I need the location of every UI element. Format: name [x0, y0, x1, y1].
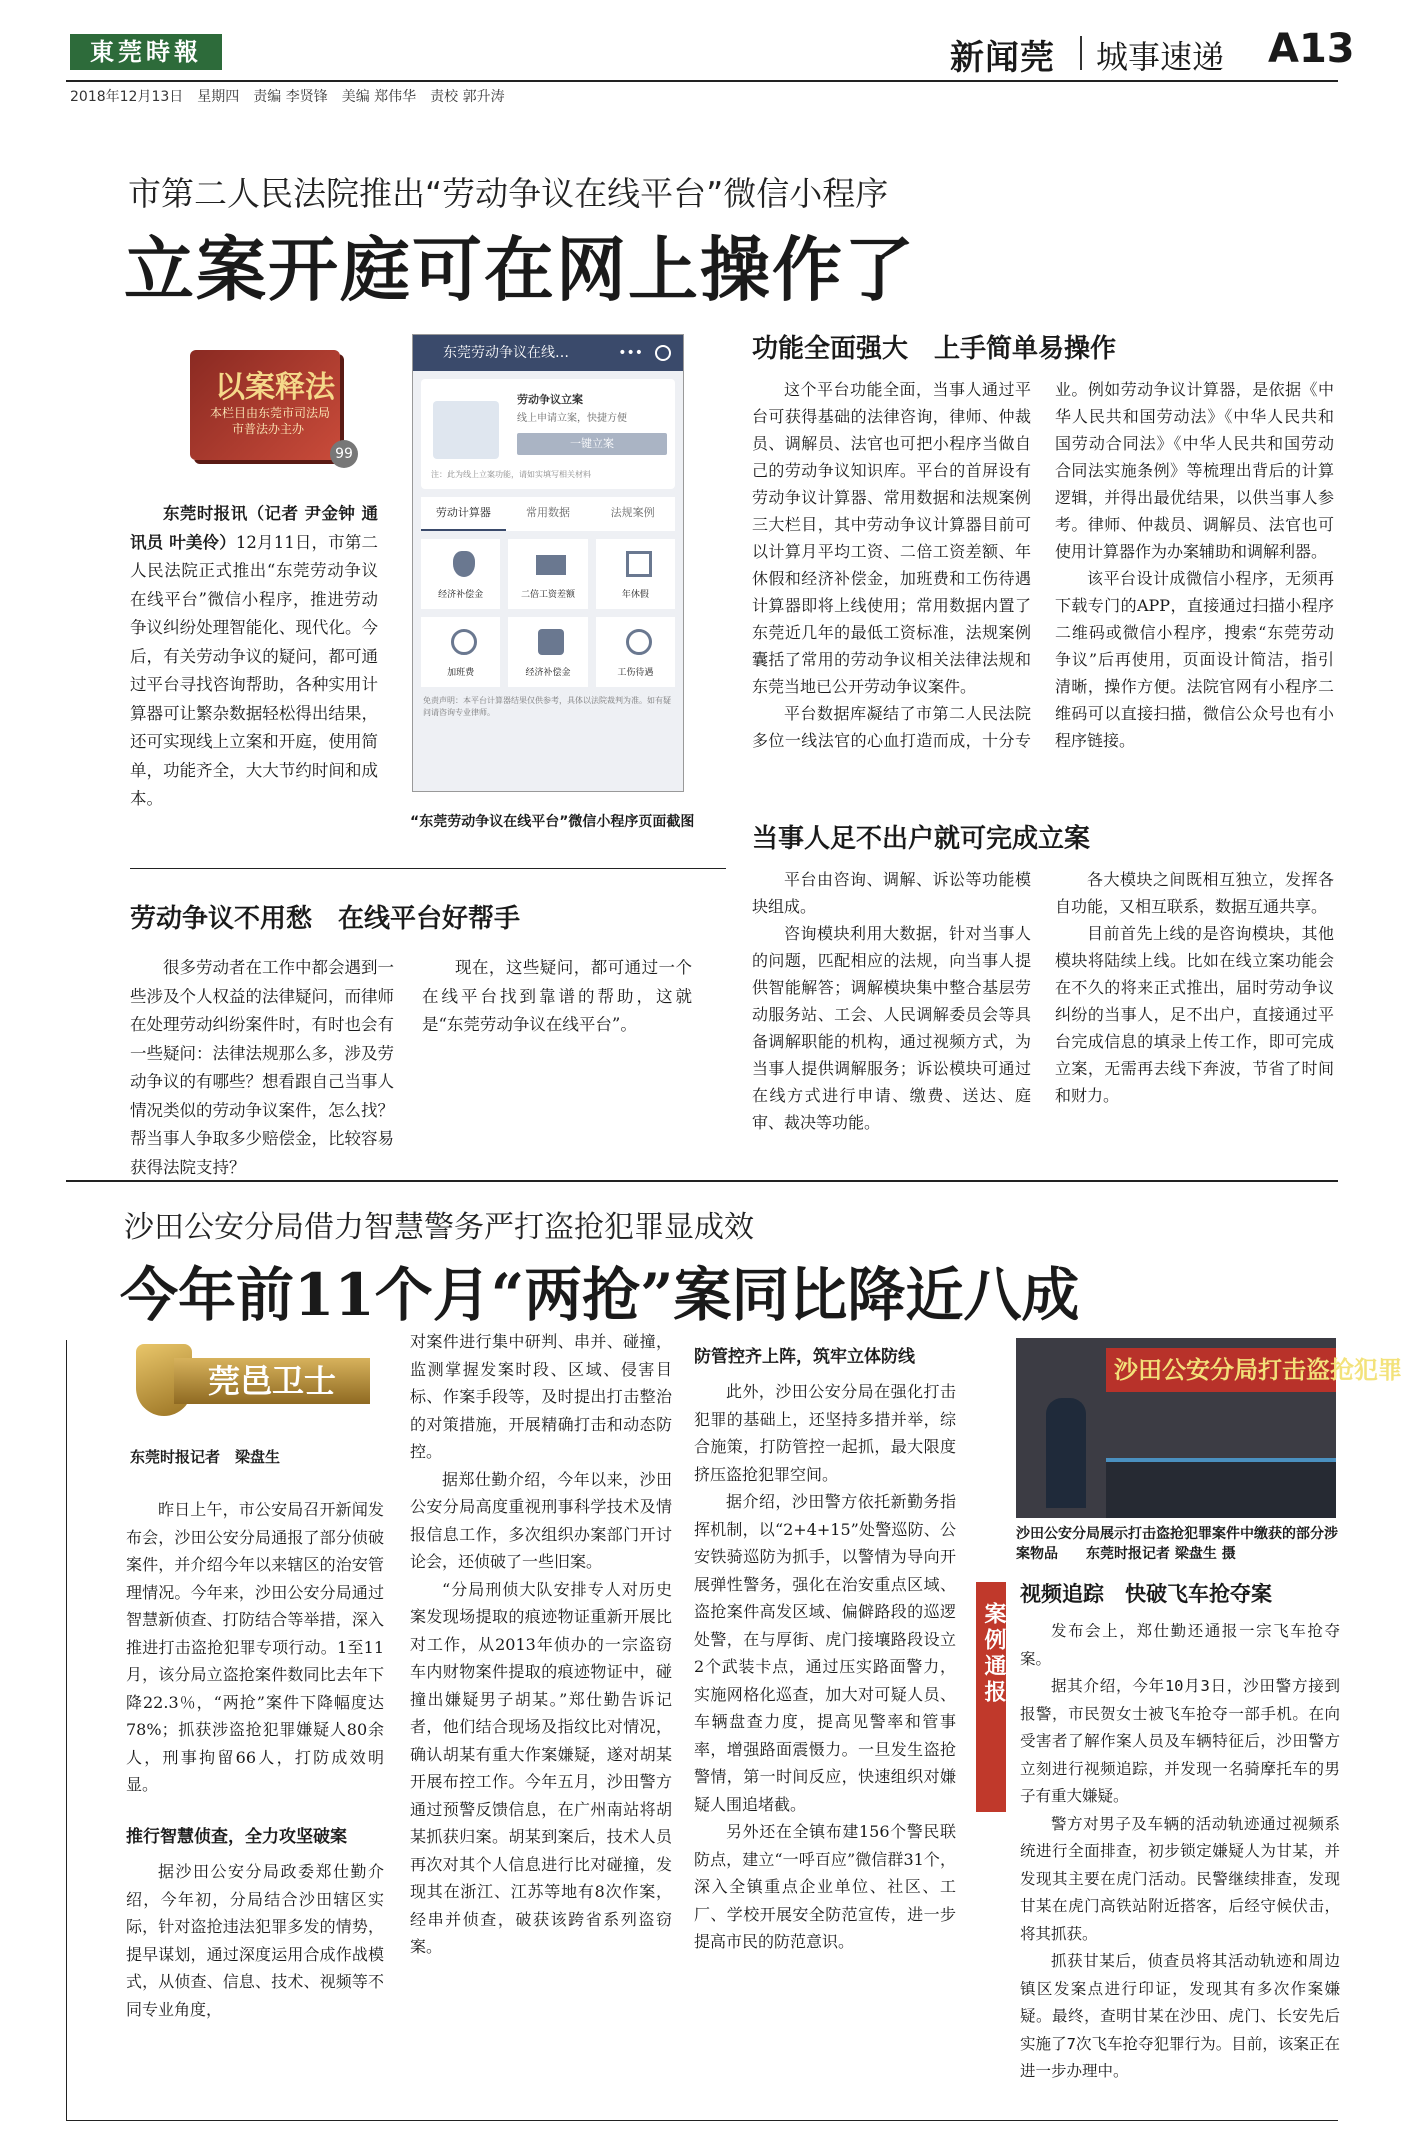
paragraph: 据沙田公安分局政委郑仕勤介绍，今年初，分局结合沙田辖区实际，针对盗抢违法犯罪多发的情势，提早谋划，通过深度运用合成作战模式，从侦查、信息、技术、视频等不同专业角度，	[126, 1862, 384, 2019]
story1-sub1-col-a	[130, 954, 394, 1177]
story2-col1-sub: 推行智慧侦查，全力攻坚破案	[126, 1827, 347, 1847]
paragraph: 另外还在全镇布建156个警民联防点，建立“一呼百应”微信群31个，深入全镇重点企业单位、社区、工厂、学校开展安全防范宣传，进一步提高市民的防范意识。	[694, 1822, 956, 1951]
story1-sub3-col	[752, 866, 1334, 1156]
tab-calculator[interactable]: 劳动计算器	[421, 497, 506, 531]
column-logo-guard	[130, 1340, 380, 1426]
evidence-table	[1106, 1458, 1336, 1518]
paragraph: 据其介绍，今年10月3日，沙田警方接到报警，市民贺女士被飞车抢夺一部手机。在向受害者了解作案人员及车辆特征后，沙田警方立刻进行视频追踪，并发现一名骑摩托车的男子有重大嫌疑。	[1020, 1677, 1340, 1805]
paragraph: 现在，这些疑问，都可通过一个在线平台找到靠谱的帮助，这就是“东莞劳动争议在线平台”。	[422, 958, 692, 1034]
paragraph: 平台数据库凝结了市第二人民法院多位一线法官的心血打造而成，十分专业。例如劳动争议计算器，是依据《中华人民共和国劳动法》《中华人民共和国劳动合同法》《中华人民共和国劳动合同法实施条例》等梳理出背后的计算逻辑，并得出最优结果，以供当事人参考。律师、仲裁员、调解员、法官也可使用计算器作为办案辅助和调解利器。	[752, 380, 1334, 750]
phone-card	[421, 379, 675, 489]
paragraph: 发布会上，郑仕勤还通报一宗飞车抢夺案。	[1020, 1622, 1340, 1668]
paragraph: 很多劳动者在工作中都会遇到一些涉及个人权益的法律疑问，而律师在处理劳动纠纷案件时，有时也会有一些疑问：法律法规那么多，涉及劳动争议的有哪些？想看跟自己当事人情况类似的劳动争议案件，怎么找？帮当事人争取多少赔偿金，比较容易获得法院支持？	[130, 958, 394, 1177]
case-label: 案例通报	[981, 1602, 1006, 1706]
story1-sub3: 当事人足不出户就可完成立案	[752, 824, 1091, 854]
story2-col1-after	[126, 1858, 384, 2023]
story2-kicker: 沙田公安分局借力智慧警务严打盗抢犯罪显成效	[124, 1210, 754, 1245]
paragraph: 据郑仕勤介绍，今年以来，沙田公安分局高度重视刑事科学技术及情报信息工作，多次组织办案部门开讨论会，还侦破了一些旧案。	[410, 1469, 672, 1571]
calendar-icon	[626, 551, 652, 577]
guard-title: 莞邑卫士	[174, 1358, 370, 1404]
paragraph: 此外，沙田公安分局在强化打击犯罪的基础上，还坚持多措并举，综合施策，打防管控一起抓，最大限度挤压盗抢犯罪空间。	[694, 1382, 956, 1484]
subsection-name: 城事速递	[1096, 38, 1225, 76]
column-logo-line1: 本栏目由东莞市司法局	[210, 406, 331, 420]
card-desc: 线上申请立案，快捷方便	[517, 413, 627, 424]
card-note: 注：此为线上立案功能，请如实填写相关材料	[431, 470, 591, 479]
bottom-rule	[66, 2120, 1338, 2121]
dateline: 2018年12月13日 星期四 责编 李贤锋 美编 郑伟华 责校 郭升涛	[70, 89, 505, 105]
column-logo-title: 以案释法	[215, 370, 335, 405]
paragraph: 各大模块之间既相互独立，发挥各自功能，又相互联系，数据互通共享。	[1055, 870, 1334, 916]
grid-item[interactable]: 加班费	[421, 617, 500, 687]
phone-menu-icon: •••	[618, 345, 643, 361]
money-bag-icon	[453, 551, 475, 577]
section-divider	[1080, 36, 1082, 70]
paragraph: “分局刑侦大队安排专人对历史案发现场提取的痕迹物证重新开展比对工作，从2013年侦办的一宗盗窃车内财物案件提取的痕迹物证中，碰撞出嫌疑男子胡某。”郑仕勤告诉记者，他们结合现场及指纹比对情况，确认胡某有重大作案嫌疑，遂对胡某开展布控工作。今年五月，沙田警方通过预警反馈信息，在广州南站将胡某抓获归案。胡某到案后，技术人员再次对其个人信息进行比对碰撞，发现其在浙江、江苏等地有8次作案，经串并侦查，破获该跨省系列盗窃案。	[410, 1579, 672, 1956]
story2-col3	[694, 1378, 956, 1956]
police-photo	[1016, 1338, 1402, 1518]
column-logo-law	[180, 340, 370, 470]
paragraph: 昨日上午，市公安局召开新闻发布会，沙田公安分局通报了部分侦破案件，并介绍今年以来辖区的治安管理情况。今年来，沙田公安分局通过智慧新侦查、打防结合等举措，深入推进打击盗抢犯罪专项行动。1至11月，该分局立盗抢案件数同比去年下降22.3％，“两抢”案件下降幅度达78%；抓获涉盗抢犯罪嫌疑人80余人，刑事拘留66人，打防成效明显。	[126, 1500, 384, 1794]
story2-headline: 今年前11个月“两抢”案同比降近八成	[120, 1261, 1080, 1329]
story1-sub1-col-b	[422, 954, 692, 1040]
paragraph: 目前首先上线的是咨询模块，其他模块将陆续上线。比如在线立案功能会在不久的将来正式推出，届时劳动争议纠纷的当事人，足不出户，直接通过平台完成信息的填录上传工作，即可完成立案，无需再去线下奔波，节省了时间和财力。	[1055, 924, 1334, 1105]
story1-lead	[130, 500, 378, 814]
phone-titlebar	[413, 335, 683, 371]
column-logo-issue: 99	[330, 440, 358, 468]
paragraph: 据介绍，沙田警方依托新勤务指挥机制，以“2+4+15”处警巡防、公安铁骑巡防为抓手，以警情为导向开展弹性警务，强化在治安重点区域、盗抢案件高发区域、偏僻路段的巡逻处警，在与厚街、虎门接壤路段设立2个武装卡点，通过压实路面警力，实施网格化巡查，加大对可疑人员、车辆盘查力度，提高见警率和管事率，增强路面震慑力。一旦发生盗抢警情，第一时间反应，快速组织对嫌疑人围追堵截。	[694, 1492, 956, 1814]
masthead-rule	[66, 80, 1338, 82]
grid-item[interactable]: 经济补偿金	[508, 617, 587, 687]
story1-byline: 东莞时报讯（记者 尹金钟 通讯员 叶美伶）	[130, 504, 378, 552]
banner: 沙田公安分局打击盗抢犯罪	[1106, 1348, 1336, 1392]
grid-item[interactable]: 经济补偿金	[421, 539, 500, 609]
left-margin-rule	[66, 1340, 67, 2120]
paragraph: 这个平台功能全面，当事人通过平台可获得基础的法律咨询，律师、仲裁员、调解员、法官也可把小程序当做自己的劳动争议知识库。平台的首屏设有劳动争议计算器、常用数据和法规案例三大栏目，其中劳动争议计算器目前可以计算月平均工资、二倍工资差额、年休假和经济补偿金，加班费和工伤待遇计算器即将上线使用；常用数据内置了东莞近几年的最低工资标准，法规案例囊括了常用的劳动争议相关法律法规和东莞当地已公开劳动争议案件。	[752, 380, 1031, 696]
tab-laws-cases[interactable]: 法规案例	[610, 506, 655, 519]
police-officer-icon	[1046, 1398, 1086, 1508]
phone-screenshot	[412, 334, 684, 792]
card-title: 劳动争议立案	[517, 393, 583, 406]
cash-icon	[536, 555, 566, 575]
case-body	[1020, 1618, 1340, 2086]
story2-col3-sub: 防管控齐上阵，筑牢立体防线	[694, 1347, 915, 1367]
paragraph: 抓获甘某后，侦查员将其活动轨迹和周边镇区发案点进行印证，发现其有多次作案嫌疑。最终，查明甘某在沙田、虎门、长安先后实施了7次飞车抢夺犯罪行为。目前，该案正在进一步办理中。	[1020, 1952, 1340, 2080]
paragraph: 该平台设计成微信小程序，无须再下载专门的APP，直接通过扫描小程序二维码或微信小程序，搜索“东莞劳动争议”后再使用，页面设计简洁，指引清晰，操作方便。法院官网有小程序二维码可以直接扫描，微信公众号也有小程序链接。	[1055, 569, 1334, 750]
overtime-icon	[451, 629, 477, 655]
grid-item[interactable]: 年休假	[596, 539, 675, 609]
paragraph: 对案件进行集中研判、串并、碰撞，监测掌握发案时段、区域、侵害目标、作案手段等，及时提出打击整治的对策措施，开展精确打击和动态防控。	[410, 1332, 672, 1461]
tab-common-data[interactable]: 常用数据	[526, 506, 570, 519]
paragraph: 警方对男子及车辆的活动轨迹通过视频系统进行全面排查，初步锁定嫌疑人为甘某，并发现其主要在虎门活动。民警继续排查，发现甘某在虎门高铁站附近搭客，后经守候伏击，将其抓获。	[1020, 1814, 1340, 1943]
phone-tabs	[421, 497, 675, 531]
story2-col1	[126, 1496, 384, 1799]
story2-col2	[410, 1328, 672, 1961]
injury-icon	[626, 629, 652, 655]
story1-headline: 立案开庭可在网上操作了	[124, 228, 916, 311]
story1-sub1: 劳动争议不用愁 在线平台好帮手	[130, 904, 521, 934]
story2-byline: 东莞时报记者 梁盘生	[130, 1448, 281, 1466]
column-logo-line2: 市普法办主办	[232, 422, 305, 436]
phone-close-icon	[655, 345, 671, 361]
phone-footer: 免责声明：本平台计算器结果仅供参考，具体以法院裁判为准。如有疑问请咨询专业律师。	[423, 696, 671, 717]
paper-name: 東莞時報	[90, 37, 202, 66]
grid-item[interactable]: 工伤待遇	[596, 617, 675, 687]
photo-caption-1: “东莞劳动争议在线平台”微信小程序页面截图	[410, 814, 695, 830]
story1-sub2-col	[752, 376, 1334, 796]
page-number: A13	[1268, 26, 1355, 72]
card-button[interactable]: 一键立案	[517, 433, 667, 455]
story1-lead-text: 12月11日，市第二人民法院正式推出“东莞劳动争议在线平台”微信小程序，推进劳动争议纠纷处理智能化、现代化。今后，有关劳动争议的疑问，都可通过平台寻找咨询帮助，各种实用计算器可让繁杂数据轻松得出结果，还可实现线上立案和开庭，使用简单，功能齐全，大大节约时间和成本。	[130, 532, 378, 808]
story1-inner-rule	[130, 868, 726, 869]
story-separator	[66, 1180, 1338, 1182]
photo-caption-2: 沙田公安分局展示打击盗抢犯罪案件中缴获的部分涉案物品 东莞时报记者 梁盘生 摄	[1016, 1526, 1338, 1562]
phone-title: 东莞劳动争议在线…	[443, 345, 569, 361]
paragraph: 平台由咨询、调解、诉讼等功能模块组成。	[752, 870, 1031, 916]
masthead-logo	[70, 34, 222, 70]
story1-sub2: 功能全面强大 上手简单易操作	[752, 334, 1117, 364]
paragraph: 咨询模块利用大数据，针对当事人的问题，匹配相应的法规，向当事人提供智能解答；调解模块集中整合基层劳动服务站、工会、人民调解委员会等具备调解职能的机构，通过视频方式，为当事人提供调解服务；诉讼模块可通过在线方式进行申请、缴费、送达、庭审、裁决等功能。	[752, 924, 1031, 1132]
case-label-box	[976, 1582, 1006, 1812]
compensation-icon	[538, 629, 564, 655]
case-title: 视频追踪 快破飞车抢夺案	[1020, 1582, 1272, 1606]
card-illustration-icon	[433, 401, 499, 459]
section-name: 新闻莞	[950, 38, 1055, 78]
phone-grid	[421, 539, 675, 687]
grid-item[interactable]: 二倍工资差额	[508, 539, 587, 609]
story1-kicker: 市第二人民法院推出“劳动争议在线平台”微信小程序	[128, 174, 889, 213]
